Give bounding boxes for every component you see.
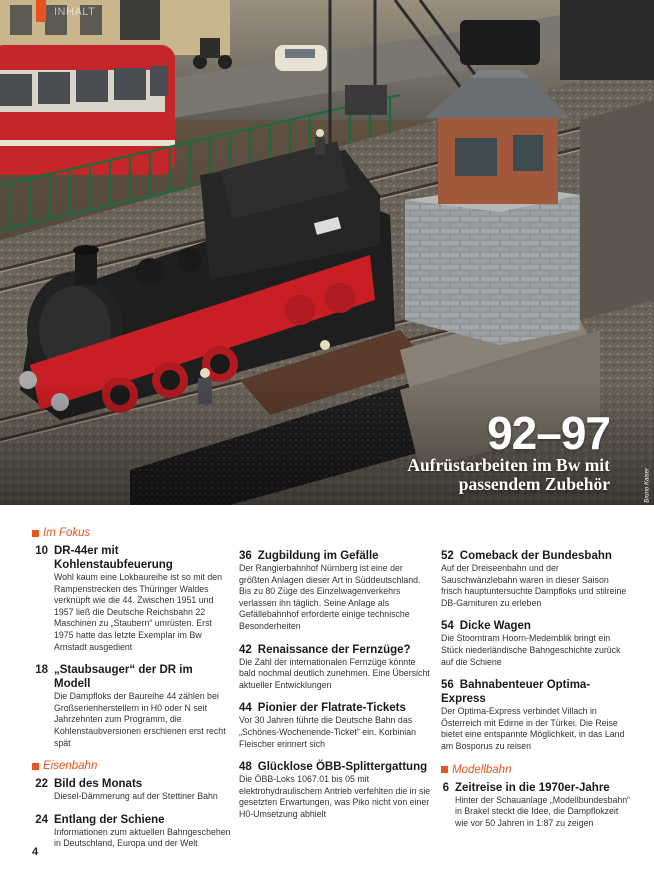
toc-entry-title: Zugbildung im Gefälle (257, 550, 379, 562)
toc-page-number: 22 (35, 778, 48, 791)
toc-entry-description: Die Stoomtram Hoorn-Medemblik bringt ein Stück niederländische Bahngeschichte zurück auf die Schiene (441, 633, 621, 667)
toc-entry[interactable] (441, 619, 631, 668)
toc-entry-description: Die Zahl der internationalen Fernzüge könnte bald nochmal deutlich zunehmen. Eine Übersicht aktueller Entwicklungen (239, 656, 430, 690)
toc-page-number: 18 (35, 664, 48, 677)
section-heading-label: Im Fokus (43, 527, 91, 539)
toc-entry-description: Wohl kaum eine Lokbaureihe ist so mit den Rampenstrecken des Thüringer Waldes verknüpft wie die 44. Zwischen 1951 und 1957 ließ die Deutsche Reichsbahn 22 Maschinen zu „Staubern“ umrüsten. Erst 1975 hatte das letzte Exemplar im Bw Arnstadt ausgedient (54, 572, 223, 652)
toc-entry-title: Renaissance der Fernzüge? (257, 643, 411, 656)
section-heading-label: Modellbahn (452, 763, 512, 776)
feature-page-range: 92–97 (487, 407, 610, 459)
toc-entry-description: Hinter der Schauanlage „Modellbundesbahn“ in Brakel steckt die Idee, die Dampflokzeit wie vor 50 Jahren in 1:87 zu zeigen (455, 794, 631, 828)
toc-entry[interactable] (441, 549, 631, 609)
toc-entry[interactable] (32, 544, 232, 653)
toc-entry-description: Vor 30 Jahren führte die Deutsche Bahn das „Schönes-Wochenende-Ticket“ ein. Korbinian Fleischer erinnert sich (239, 715, 417, 749)
toc-entry-title: Comeback der Bundesbahn (459, 550, 612, 562)
toc-entry-title: Bahnabenteuer Optima-Express (441, 679, 591, 706)
toc-column-1 (32, 527, 232, 860)
section-tab-marker (36, 0, 46, 22)
toc-page-number: 24 (35, 813, 48, 826)
toc-entry-description: Die Dampfloks der Baureihe 44 zählen bei Großserienherstellern in H0 oder N seit Jahrzehnten zum Programm, die Kohlenstaubversionen erschienen erst recht spät (54, 691, 226, 748)
toc-page-number: 6 (442, 781, 449, 794)
toc-entry[interactable] (239, 549, 434, 633)
section-heading-im-fokus (32, 527, 232, 539)
toc-entry-title: Zeitreise in die 1970er-Jahre (455, 781, 610, 794)
toc-entry[interactable] (239, 760, 434, 820)
page-number: 4 (32, 846, 39, 858)
feature-title: Aufrüstarbeiten im Bw mit passendem Zubehör (407, 455, 610, 494)
toc-entry[interactable] (441, 781, 631, 830)
toc-page-number: 44 (239, 702, 252, 715)
toc-entry[interactable] (32, 663, 232, 749)
toc-page-number: 52 (441, 550, 454, 562)
toc-entry[interactable] (441, 678, 631, 752)
toc-entry-title: Pionier der Flatrate-Tickets (257, 702, 406, 715)
toc-entry-description: Informationen zum aktuellen Bahngeschehen in Deutschland, Europa und der Welt (54, 826, 231, 849)
toc-column-2 (239, 549, 434, 831)
toc-entry-description: Diesel-Dämmerung auf der Stettiner Bahn (54, 791, 218, 802)
section-label: INHALT (54, 6, 96, 18)
toc-page-number: 56 (441, 679, 454, 692)
section-heading-label: Eisenbahn (43, 760, 98, 773)
toc-page-number: 42 (239, 643, 252, 656)
toc-entry-title: Entlang der Schiene (54, 813, 165, 826)
toc-entry-description: Der Optima-Express verbindet Villach in Österreich mit Edirne in der Türkei. Die Reise bietet eine entspannte Möglichkeit, in das Land am Bosporus zu reisen (441, 706, 625, 751)
toc-entry-title: DR-44er mit Kohlenstaubfeuerung (54, 545, 173, 571)
toc-page-number: 36 (239, 550, 252, 562)
section-heading-modellbahn (441, 764, 631, 776)
square-bullet-icon (32, 763, 39, 770)
photo-credit: Bruno Kaiser (645, 468, 651, 503)
toc-entry[interactable] (239, 643, 434, 692)
toc-page-number: 48 (239, 761, 252, 774)
toc-entry-title: „Staubsauger“ der DR im Modell (54, 664, 193, 691)
red-bus (0, 45, 175, 175)
toc-entry-title: Dicke Wagen (459, 620, 531, 633)
toc-entry-description: Auf der Dreiseenbahn und der Sauschwänzlebahn waren in dieser Saison frisch hauptuntersuchte Dampfloks und stilreine DB-Garnituren zu erleben (441, 563, 627, 608)
toc-entry-description: Der Rangierbahnhof Nürnberg ist eine der größten Anlagen dieser Art in Süddeutschland. Bis zu 80 Züge des Einzelwagenverkehrs verlassen ihn täglich. Seine Anlage als Gefällebahnhof erforderte einige technische Besonderheiten (239, 563, 421, 631)
square-bullet-icon (32, 530, 39, 537)
toc-page-number: 54 (441, 620, 454, 633)
toc-entry-description: Die ÖBB-Loks 1067.01 bis 05 mit elektrohydraulischem Antrieb verfehlten die in sie gesetzten Erwartungen, was Piko nicht von einer H0-Umsetzung abhielt (239, 774, 431, 819)
toc-entry[interactable] (32, 777, 232, 803)
toc-column-3 (441, 549, 631, 839)
section-heading-eisenbahn (32, 760, 232, 772)
toc-entry[interactable] (239, 701, 434, 750)
square-bullet-icon (441, 766, 448, 773)
toc-entry-title: Bild des Monats (54, 778, 143, 791)
toc-page-number: 10 (35, 545, 48, 557)
toc-entry[interactable] (32, 813, 232, 850)
toc-entry-title: Glücklose ÖBB-Splittergattung (257, 761, 428, 774)
